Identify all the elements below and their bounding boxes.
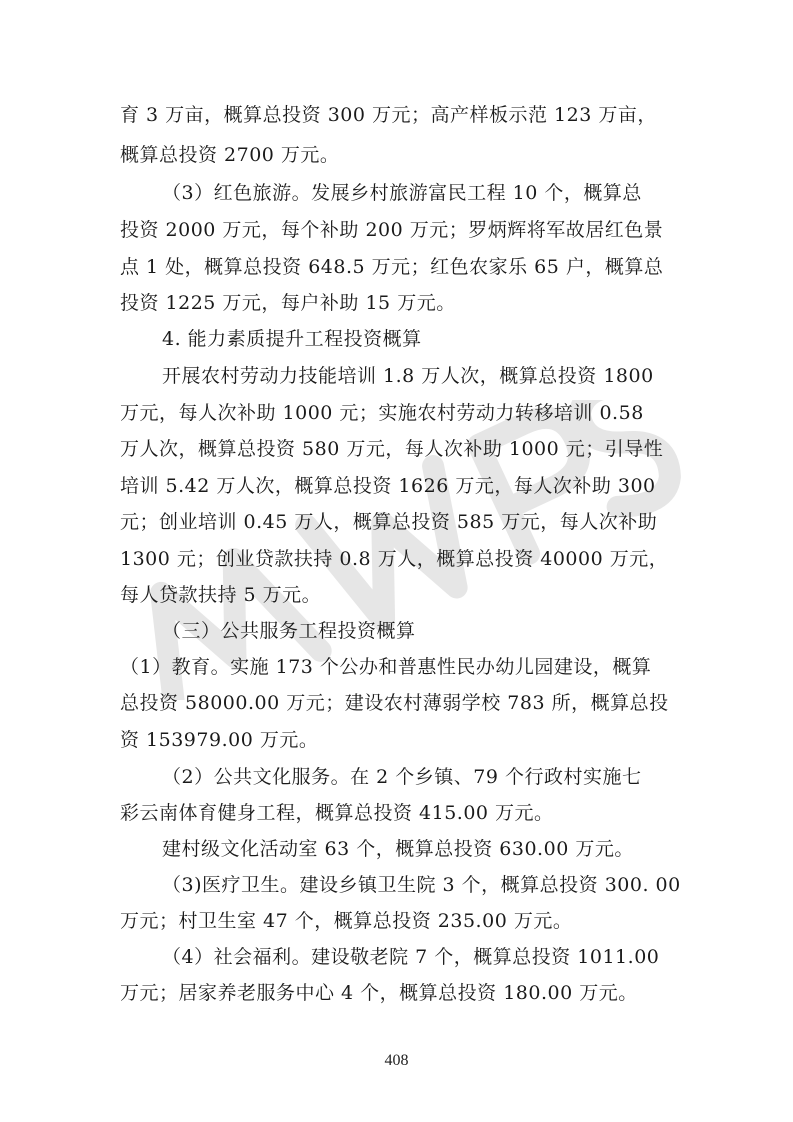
text-line: （3）红色旅游。发展乡村旅游富民工程 10 个，概算总: [162, 182, 642, 204]
text-line: 资 153979.00 万元。: [120, 729, 319, 751]
text-line: （4）社会福利。建设敬老院 7 个，概算总投资 1011.00: [162, 946, 660, 968]
text-line: （1）教育。实施 173 个公办和普惠性民办幼儿园建设，概算: [120, 656, 652, 678]
text-line: 投资 1225 万元，每户补助 15 万元。: [120, 292, 456, 314]
text-line: （2）公共文化服务。在 2 个乡镇、79 个行政村实施七: [162, 766, 642, 788]
text-line: 每人贷款扶持 5 万元。: [120, 584, 322, 606]
section-heading: 4. 能力素质提升工程投资概算: [162, 328, 422, 350]
text-line: （3)医疗卫生。建设乡镇卫生院 3 个，概算总投资 300. 00: [162, 874, 681, 896]
text-line: 建村级文化活动室 63 个，概算总投资 630.00 万元。: [162, 838, 634, 860]
text-line: 投资 2000 万元，每个补助 200 万元；罗炳辉将军故居红色景: [120, 219, 664, 241]
text-line: 概算总投资 2700 万元。: [120, 144, 340, 166]
text-line: 点 1 处，概算总投资 648.5 万元；红色农家乐 65 户，概算总: [120, 256, 664, 278]
text-line: 元；创业培训 0.45 万人，概算总投资 585 万元，每人次补助: [120, 511, 658, 533]
text-line: 万人次，概算总投资 580 万元，每人次补助 1000 元；引导性: [120, 438, 664, 460]
text-line: 万元，每人次补助 1000 元；实施农村劳动力转移培训 0.58: [120, 402, 644, 424]
text-line: 1300 元；创业贷款扶持 0.8 万人，概算总投资 40000 万元，: [120, 548, 669, 570]
section-heading: （三）公共服务工程投资概算: [162, 620, 416, 642]
page-number: 408: [384, 1052, 409, 1069]
text-line: 培训 5.42 万人次，概算总投资 1626 万元，每人次补助 300: [120, 475, 656, 497]
text-line: 万元；居家养老服务中心 4 个，概算总投资 180.00 万元。: [120, 982, 638, 1004]
text-line: 开展农村劳动力技能培训 1.8 万人次，概算总投资 1800: [162, 365, 654, 387]
text-line: 万元；村卫生室 47 个，概算总投资 235.00 万元。: [120, 910, 573, 932]
text-line: 育 3 万亩，概算总投资 300 万元；高产样板示范 123 万亩，: [120, 104, 657, 126]
text-line: 彩云南体育健身工程，概算总投资 415.00 万元。: [120, 802, 554, 824]
text-line: 总投资 58000.00 万元；建设农村薄弱学校 783 所，概算总投: [120, 692, 669, 714]
